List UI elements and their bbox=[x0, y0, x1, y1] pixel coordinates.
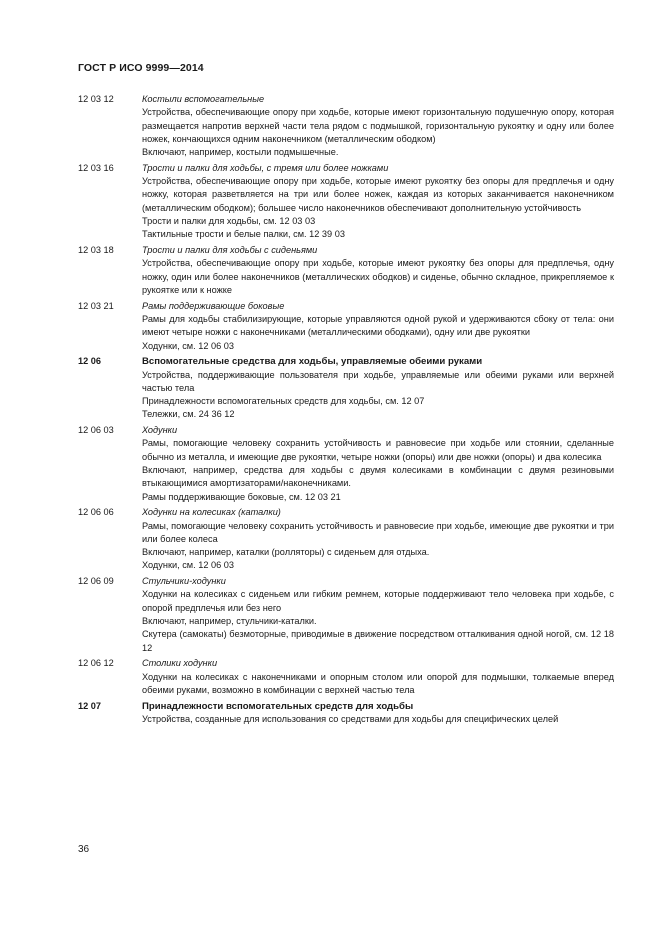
entry-description: Ходунки, см. 12 06 03 bbox=[142, 340, 234, 351]
entry-description: Включают, например, каталки (ролляторы) с сиденьем для отдыха. bbox=[142, 547, 430, 558]
entry-code: 12 03 12 bbox=[78, 94, 114, 104]
entry-body bbox=[142, 300, 614, 353]
entry-code: 12 06 bbox=[78, 356, 101, 367]
classification-entry bbox=[78, 93, 614, 159]
entry-description: Устройства, обеспечивающие опору при ходьбе, которые имеют рукоятку без опоры для предплечья, одну ножку, один или более наконечников (металлических ободков) и сиденье, обычно складное, прикрепляемое к рукоятке или к ножке bbox=[142, 258, 614, 295]
entry-title: Трости и палки для ходьбы с сиденьями bbox=[142, 245, 318, 256]
entry-body bbox=[142, 355, 614, 421]
entry-description: Ходунки на колесиках с наконечниками и опорным столом или опорой для подмышки, толкаемые вперед обеими руками, возможно в комбинации с верхней частью тела bbox=[142, 671, 614, 695]
entry-body bbox=[142, 575, 614, 655]
entry-code: 12 03 16 bbox=[78, 162, 114, 173]
entry-description: Включают, например, костыли подмышечные. bbox=[142, 147, 339, 158]
classification-list bbox=[78, 93, 614, 729]
entry-description: Трости и палки для ходьбы, см. 12 03 03 bbox=[142, 216, 316, 227]
entry-title: Столики ходунки bbox=[142, 658, 218, 669]
classification-entry bbox=[78, 575, 614, 655]
entry-description: Устройства, созданные для использования со средствами для ходьбы для специфических целей bbox=[142, 713, 559, 724]
entry-title: Вспомогательные средства для ходьбы, управляемые обеими руками bbox=[142, 356, 483, 368]
classification-entry bbox=[78, 244, 614, 297]
entry-description: Ходунки на колесиках с сиденьем или гибким ремнем, которые поддерживают тело человека при ходьбе, с опорой предплечья или без него bbox=[142, 589, 614, 613]
entry-body bbox=[142, 424, 614, 504]
entry-title: Стульчики-ходунки bbox=[142, 576, 226, 587]
entry-description: Принадлежности вспомогательных средств для ходьбы, см. 12 07 bbox=[142, 396, 425, 407]
entry-code: 12 03 21 bbox=[78, 300, 114, 311]
entry-body bbox=[142, 162, 614, 242]
entry-title: Трости и палки для ходьбы, с тремя или более ножками bbox=[142, 162, 389, 173]
entry-body bbox=[142, 93, 614, 159]
section-entry bbox=[78, 355, 614, 421]
entry-title: Рамы поддерживающие боковые bbox=[142, 300, 285, 311]
entry-description: Рамы, помогающие человеку сохранить устойчивость и равновесие при ходьбе или стоянии, сделанные обычно из металла, и имеющие две рукоятки, четыре ножки (опоры) или две ножки (опоры) и два колесика bbox=[142, 438, 614, 462]
entry-title: Принадлежности вспомогательных средств для ходьбы bbox=[142, 700, 414, 712]
document-header: ГОСТ Р ИСО 9999—2014 bbox=[78, 62, 204, 74]
entry-description: Ходунки, см. 12 06 03 bbox=[142, 560, 234, 571]
entry-description: Устройства, обеспечивающие опору при ходьбе, которые имеют горизонтальную подушечную опору, которая размещается напротив верхней части тела рядом с подмышкой, горизонтальную рукоятку и одну или более ножек, кончающихся одним наконечником (металлическим ободком) bbox=[142, 107, 614, 144]
classification-entry bbox=[78, 162, 614, 242]
entry-description: Устройства, поддерживающие пользователя при ходьбе, управляемые или обеими руками или верхней частью тела bbox=[142, 369, 614, 393]
classification-entry bbox=[78, 657, 614, 697]
entry-body bbox=[142, 244, 614, 297]
entry-title: Ходунки bbox=[142, 425, 178, 436]
entry-description: Рамы для ходьбы стабилизирующие, которые управляются одной рукой и удерживаются сбоку от тела: они имеют четыре ножки с наконечниками (металлическими ободками), одну или две рукоятки bbox=[142, 313, 614, 338]
page-number: 36 bbox=[78, 844, 90, 855]
entry-description: Скутера (самокаты) безмоторные, приводимые в движение посредством отталкивания одной ногой, см. 12 18 12 bbox=[142, 629, 614, 653]
entry-body bbox=[142, 700, 614, 727]
entry-description: Включают, например, стульчики-каталки. bbox=[142, 616, 317, 627]
entry-description: Рамы поддерживающие боковые, см. 12 03 21 bbox=[142, 491, 341, 502]
entry-title: Костыли вспомогательные bbox=[142, 94, 265, 104]
entry-code: 12 03 18 bbox=[78, 245, 114, 256]
entry-body bbox=[142, 657, 614, 697]
entry-description: Устройства, обеспечивающие опору при ходьбе, которые имеют рукоятку без опоры для предплечья и одну ножку, которая разветвляется на три или более ножек, каждая из которых заканчивается наконечником (металлическим ободком); большее число наконечников обеспечивают дополнительную устойчивость bbox=[142, 176, 614, 213]
classification-entry bbox=[78, 300, 614, 353]
entry-description: Тактильные трости и белые палки, см. 12 39 03 bbox=[142, 229, 345, 240]
entry-description: Рамы, помогающие человеку сохранить устойчивость и равновесие при ходьбе, имеющие две рукоятки и три или более колеса bbox=[142, 520, 614, 544]
entry-body bbox=[142, 506, 614, 572]
entry-code: 12 06 06 bbox=[78, 507, 114, 518]
entry-description: Включают, например, средства для ходьбы с двумя колесиками в комбинации с двумя резиновыми втыкающимися амортизаторами/наконечниками. bbox=[142, 464, 614, 489]
classification-entry bbox=[78, 506, 614, 572]
entry-code: 12 06 09 bbox=[78, 576, 114, 587]
classification-entry bbox=[78, 424, 614, 504]
entry-code: 12 06 03 bbox=[78, 425, 114, 436]
entry-code: 12 07 bbox=[78, 700, 101, 711]
entry-description: Тележки, см. 24 36 12 bbox=[142, 409, 235, 420]
section-entry bbox=[78, 700, 614, 727]
entry-code: 12 06 12 bbox=[78, 658, 114, 669]
entry-title: Ходунки на колесиках (каталки) bbox=[142, 507, 281, 518]
